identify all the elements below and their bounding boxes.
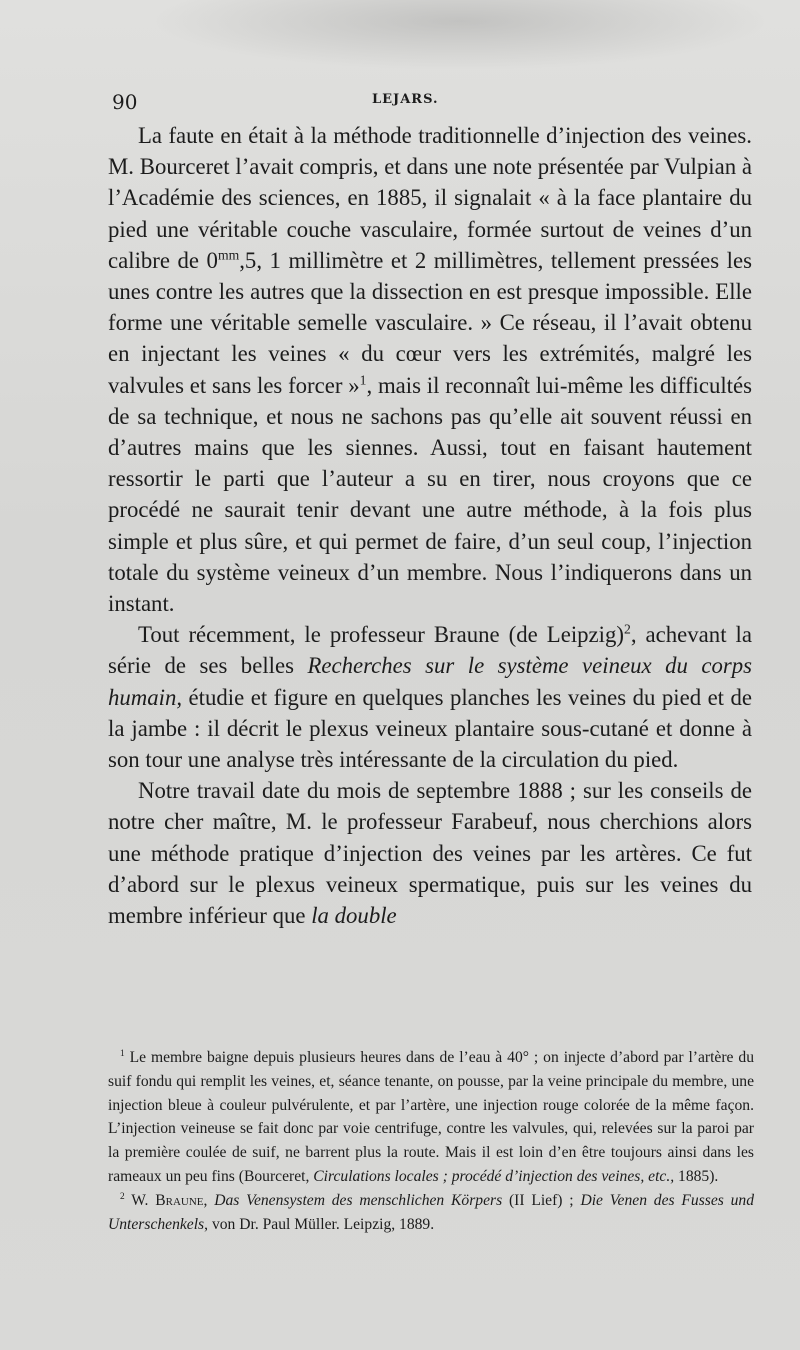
footnote-mark-1: 1 <box>120 1048 125 1059</box>
footnotes <box>108 1046 754 1236</box>
citation-title: Das Venensystem des menschlichen Körpers <box>214 1191 503 1209</box>
running-head: LEJARS. <box>372 92 439 107</box>
footnote-ref-1: 1 <box>359 372 367 388</box>
footnote-ref-2: 2 <box>624 621 631 637</box>
scan-smudge <box>150 0 770 70</box>
main-text <box>108 120 752 931</box>
footnote-1: $^1$ Le membre baigne depuis plusieurs heures dans de l’eau à 40° ; on injecte d’abord par l’artère du suif fondu qui remplit les veines, et, séance tenante, on pousse, par la veine principale du membre, une injection bleue à couleur pulvérulente, et par l’artère, une injection rouge colorée de la même façon. L’injection veineuse se fait donc par voie centrifuge, contre les valvules, qui, relevées sur la paroi par la première coulée de suif, ne barrent plus la route. Mais il est loin d’en être toujours ainsi dans les rameaux un peu fins (Bourceret, Circulations locales ; procédé d’injection des veines, etc., 1885). <box>108 1048 754 1185</box>
footnote-2: $^2$ W. Braune, Das Venensystem des menschlichen Körpers (II Lief) ; Die Venen des Fusses und Unterschenkels, von Dr. Paul Müller. Leipzig, 1889. <box>108 1191 755 1233</box>
emphasis: la double <box>311 903 397 929</box>
citation-title: Circulations locales ; procédé d’injection des veines, etc., <box>313 1167 675 1185</box>
unit-superscript: mm <box>217 247 240 263</box>
footnote-mark-2: 2 <box>120 1191 125 1202</box>
page-number: 90 <box>112 90 138 114</box>
citation-title: Die Venen des Fusses und Unterschenkels <box>108 1191 755 1233</box>
author-name: Braune <box>155 1191 204 1209</box>
paragraph-1: La faute en était à la méthode traditionnelle d’injection des veines. M. Bourceret l’avait compris, et dans une note présentée par Vulpian à l’Académie des sciences, en 1885, il signalait « à la face plantaire du pied une véritable couche vasculaire, formée surtout de veines d’un calibre de $0^{mm},5$, 1 millimètre et 2 millimètres, tellement pressées les unes contre les autres que la dissection en est presque impossible. Elle forme une véritable semelle vasculaire. » Ce réseau, il l’avait obtenu en injectant les veines « du cœur vers les extrémités, malgré les valvules et sans les forcer »$^1$, mais il reconnaît lui-même les difficultés de sa technique, et nous ne sachons pas qu’elle ait souvent réussi en d’autres mains que les siennes. Aussi, tout en faisant hautement ressortir le parti que l’auteur a su en tirer, nous croyons que ce procédé ne saurait tenir devant une autre méthode, à la fois plus simple et plus sûre, et qui permet de faire, d’un seul coup, l’injection totale du système veineux d’un membre. Nous l’indiquerons dans un instant. <box>108 123 753 617</box>
work-title: Recherches sur le système veineux du corps humain, <box>108 653 752 710</box>
page-header <box>112 90 752 114</box>
paragraph-3: Notre travail date du mois de septembre 1888 ; sur les conseils de notre cher maître, M. le professeur Farabeuf, nous cherchions alors une méthode pratique d’injection des veines par les artères. Ce fut d’abord sur le plexus veineux spermatique, puis sur les veines du membre inférieur que la double <box>108 778 752 929</box>
paragraph-2: Tout récemment, le professeur Braune (de Leipzig)$^2$, achevant la série de ses belles Recherches sur le système veineux du corps humain, étudie et figure en quelques planches les veines du pied et de la jambe : il décrit le plexus veineux plantaire sous-cutané et donne à son tour une analyse très intéressante de la circulation du pied. <box>108 621 752 773</box>
